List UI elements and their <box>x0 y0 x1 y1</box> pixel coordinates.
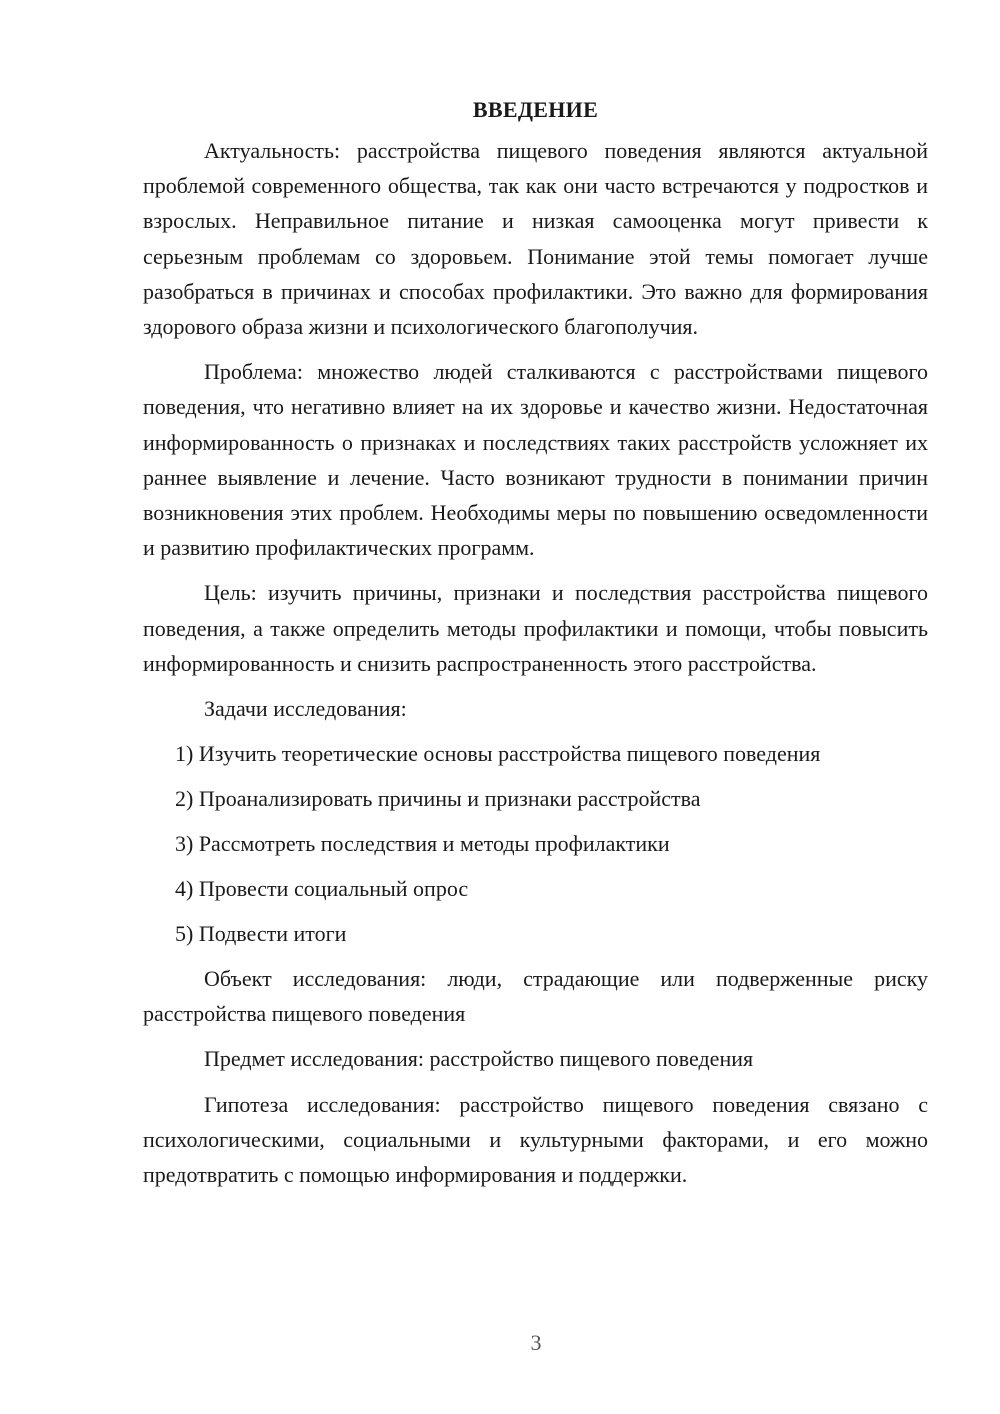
paragraph-goal: Цель: изучить причины, признаки и последствия расстройства пищевого поведения, а также определить методы профилактики и помощи, чтобы повысить информированность и снизить распространенность этого расстройства. <box>143 580 928 676</box>
tasks-heading: Задачи исследования: <box>204 696 407 722</box>
list-item: 2) Проанализировать причины и признаки расстройства <box>175 786 701 812</box>
paragraph-problem: Проблема: множество людей сталкиваются с расстройствами пищевого поведения, что негативно влияет на их здоровье и качество жизни. Недостаточная информированность о признаках и последствиях таких расстройств усложняет их раннее выявление и лечение. Часто возникают трудности в понимании причин возникновения этих проблем. Необходимы меры по повышению осведомленности и развитию профилактических программ. <box>143 359 928 561</box>
page-number: 3 <box>530 1330 542 1355</box>
list-item: 4) Провести социальный опрос <box>175 876 469 902</box>
paragraph-hypothesis: Гипотеза исследования: расстройство пищевого поведения связано с психологическими, социальными и культурными факторами, и его можно предотвратить с помощью информирования и поддержки. <box>143 1091 928 1188</box>
paragraph-object: Объект исследования: люди, страдающие или подверженные риску расстройства пищевого поведения <box>143 966 928 1027</box>
paragraph-subject: Предмет исследования: расстройство пищевого поведения <box>204 1046 754 1072</box>
document-title: ВВЕДЕНИЕ <box>472 97 599 122</box>
paragraph-relevance: Актуальность: расстройства пищевого поведения являются актуальной проблемой современного общества, так как они часто встречаются у подростков и взрослых. Неправильное питание и низкая самооценка могут привести к серьезным проблемам со здоровьем. Понимание этой темы помогает лучше разобраться в причинах и способах профилактики. Это важно для формирования здорового образа жизни и психологического благополучия. <box>143 138 928 340</box>
list-item: 1) Изучить теоретические основы расстройства пищевого поведения <box>175 741 821 767</box>
list-item: 3) Рассмотреть последствия и методы профилактики <box>175 831 670 857</box>
list-item: 5) Подвести итоги <box>175 921 347 947</box>
document-page <box>143 92 928 1202</box>
tasks-list <box>143 736 928 951</box>
